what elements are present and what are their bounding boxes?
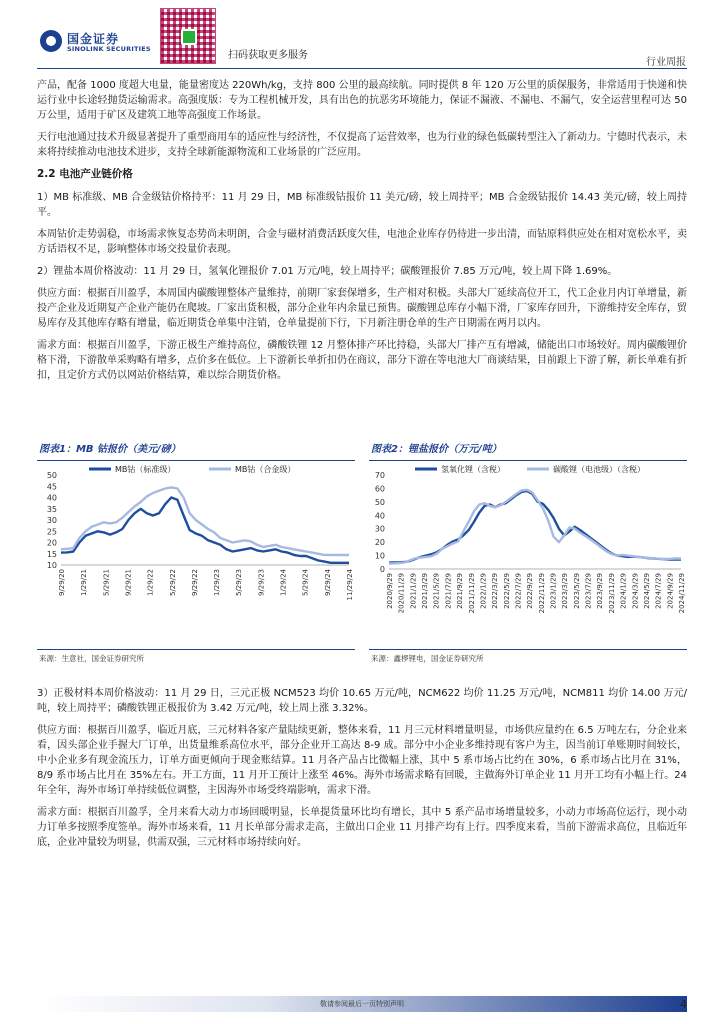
figure-source: 来源：生意社，国金证券研究所 <box>39 654 144 663</box>
x-tick-label: 2024/7/29 <box>654 573 663 609</box>
y-tick-label: 20 <box>46 538 57 548</box>
x-tick-label: 9/29/24 <box>323 569 332 596</box>
figure-row <box>37 442 687 664</box>
logo-text-en: SINOLINK SECURITIES <box>67 45 151 53</box>
y-tick-label: 60 <box>374 484 385 494</box>
x-tick-label: 2022/5/29 <box>502 573 511 609</box>
x-tick-label: 5/29/23 <box>235 569 244 596</box>
x-tick-label: 5/29/24 <box>301 569 310 596</box>
y-tick-label: 10 <box>374 551 385 561</box>
y-tick-label: 70 <box>374 471 385 480</box>
y-tick-label: 40 <box>374 511 385 521</box>
footer-disclaimer: 敬请参阅最后一页特别声明 <box>320 1000 404 1008</box>
body-text-top <box>37 78 687 390</box>
x-tick-label: 2023/3/29 <box>561 573 570 609</box>
x-tick-label: 2024/9/29 <box>666 573 675 609</box>
header-divider <box>37 68 687 69</box>
paragraph: 产品，配备 1000 度超大电量，能量密度达 220Wh/kg，支持 800 公里的最高续航。同时提供 8 年 120 万公里的质保服务，非常适用于快递和快运行业中长途轻抛货运输需求。高强度版：专为工程机械开发，具有出色的抗恶劣环境能力，保证不漏液、不漏电、不漏气，安全运营里程可达 50 万公里，适用于矿区及建筑工地等高强度工作场景。 <box>37 80 687 121</box>
x-tick-label: 2020/11/29 <box>397 573 406 614</box>
y-tick-label: 45 <box>46 482 57 492</box>
section-title: 2.2 电池产业链价格 <box>37 168 133 180</box>
x-tick-label: 2022/3/29 <box>491 573 500 609</box>
x-tick-label: 2022/11/29 <box>537 573 546 614</box>
x-tick-label: 2023/9/29 <box>596 573 605 609</box>
cobalt-price-chart <box>37 461 355 641</box>
legend-label: 碳酸锂（电池级）（含税） <box>553 465 645 474</box>
figure-cobalt <box>37 442 355 664</box>
x-tick-label: 2021/7/29 <box>444 573 453 609</box>
figure-source: 来源：鑫椤锂电，国金证券研究所 <box>371 654 484 663</box>
body-text-bottom <box>37 686 687 857</box>
y-tick-label: 10 <box>46 561 57 570</box>
legend-label: MB钴（合金级） <box>235 465 296 474</box>
x-tick-label: 2021/11/29 <box>467 573 476 614</box>
figure-lithium <box>369 442 687 664</box>
page-header <box>0 0 724 70</box>
logo-text-cn: 国金证券 <box>67 32 120 46</box>
x-tick-label: 2023/5/29 <box>572 573 581 609</box>
wechat-icon <box>181 29 197 45</box>
report-type-label: 行业周报 <box>646 57 686 68</box>
y-tick-label: 50 <box>374 497 385 507</box>
series-line <box>389 491 681 562</box>
x-tick-label: 2024/5/29 <box>642 573 651 609</box>
y-tick-label: 15 <box>46 549 57 559</box>
y-tick-label: 20 <box>374 538 385 548</box>
x-tick-label: 1/29/22 <box>146 569 155 596</box>
y-tick-label: 35 <box>46 504 57 514</box>
x-tick-label: 2024/11/29 <box>678 573 686 614</box>
paragraph: 1）MB 标准级、MB 合金级钴价格持平：11 月 29 日，MB 标准级钴报价 11 美元/磅，较上周持平；MB 合金级钴报价 14.43 美元/磅，较上周持平。 <box>37 192 687 218</box>
figure-title: 图表2：锂盐报价（万元/吨） <box>369 442 687 461</box>
x-tick-label: 9/29/20 <box>58 569 66 596</box>
qr-caption: 扫码获取更多服务 <box>228 50 308 61</box>
paragraph: 需求方面：根据百川盈孚，全月来看大动力市场回暖明显，长单提货量环比均有增长，其中 5 系产品市场增量较多，小动力市场高位运行，现小动力订单多按照季度签单。海外市场来看，11 月长单部分需求走高，主做出口企业 11 月排产均有上行。四季度来看，当前下游需求高位，且临近年底，企业冲量较为明显，供需双强，三元材料市场持续向好。 <box>37 807 687 848</box>
x-tick-label: 2021/3/29 <box>421 573 430 609</box>
x-tick-label: 5/29/22 <box>168 569 177 596</box>
x-tick-label: 2024/3/29 <box>631 573 640 609</box>
x-tick-label: 5/29/21 <box>102 569 111 596</box>
page-footer <box>0 996 724 1024</box>
x-tick-label: 9/29/21 <box>124 569 133 596</box>
series-line <box>61 487 349 555</box>
x-tick-label: 9/29/22 <box>190 569 199 596</box>
paragraph: 本周钴价走势弱稳，市场需求恢复态势尚未明朗，合金与磁材消费活跃度欠佳，电池企业库存仍待进一步出清，而钴原料供应处在相对宽松水平，卖方话语权不足，影响整体市场交投量价表现。 <box>37 229 687 255</box>
x-tick-label: 2023/7/29 <box>584 573 593 609</box>
x-tick-label: 2021/1/29 <box>409 573 418 609</box>
paragraph: 2）锂盐本周价格波动：11 月 29 日，氢氧化锂报价 7.01 万元/吨，较上周持平；碳酸锂报价 7.85 万元/吨，较上周下降 1.69%。 <box>37 266 618 277</box>
x-tick-label: 2022/9/29 <box>526 573 535 609</box>
x-tick-label: 2024/1/29 <box>619 573 628 609</box>
paragraph: 天行电池通过技术升级显著提升了重型商用车的适应性与经济性，不仅提高了运营效率，也为行业的绿色低碳转型注入了新动力。宁德时代表示，未来将持续推动电池技术进步，支持全球新能源物流和工业场景的广泛应用。 <box>37 132 687 158</box>
legend-label: 氢氧化锂（含税） <box>441 465 505 474</box>
series-line <box>61 498 349 563</box>
y-tick-label: 30 <box>374 524 385 534</box>
y-tick-label: 0 <box>379 565 385 574</box>
legend-label: MB钴（标准级） <box>115 465 176 474</box>
x-tick-label: 2021/5/29 <box>432 573 441 609</box>
figure-divider <box>37 649 355 650</box>
y-tick-label: 40 <box>46 493 57 503</box>
figure-title: 图表1：MB 钴报价（美元/磅） <box>37 442 355 461</box>
y-tick-label: 25 <box>46 527 57 537</box>
x-tick-label: 1/29/24 <box>279 569 288 596</box>
page-number: 4 <box>680 998 687 1011</box>
paragraph: 供应方面：根据百川盈孚，本周国内碳酸锂整体产量维持，前期厂家套保增多，生产相对积极。头部大厂延续高位开工，代工企业月内订单增量，新投产企业及近期复产企业产能仍在爬坡。厂家出货积极，部分企业年内余量已预售。碳酸锂总库存小幅下滑，厂家库存回升，下游维持安全库存，贸易库存及其他库存略有增量，临近期货仓单集中注销，仓单量提前下行，下月新注册仓单的生产日期需在两月以内。 <box>37 288 687 329</box>
figure-divider <box>369 649 687 650</box>
paragraph: 供应方面：根据百川盈孚，临近月底，三元材料各家产量陆续更新，整体来看，11 月三元材料增量明显，市场供应量约在 6.5 万吨左右，分企业来看，因头部企业手握大厂订单，出货量维系高位水平，部分企业开工高达 8-9 成。部分中小企业多维持现有客户为主，因当前订单账期时间较长，中小企业多有现金流压力，订单方面更倾向于现金账结算。11 月各产品占比微幅上涨，其中 5 系市场占比约在 30%，6 系市场占比月在 31%，8/9 系市场占比月在 35%左右。开工方面，11 月开工预计上涨至 46%。海外市场需求略有回暖，主做海外订单企业 11 月开工均有小幅上行。24 年全年，海外市场订单持续低位调整，主因海外市场受终端影响，需求下滑。 <box>37 725 687 796</box>
x-tick-label: 2022/7/29 <box>514 573 523 609</box>
paragraph: 3）正极材料本周价格波动：11 月 29 日，三元正极 NCM523 均价 10.65 万元/吨，NCM622 均价 11.25 万元/吨，NCM811 均价 14.00 万元/吨，较上周持平；磷酸铁锂正极报价为 3.42 万元/吨，较上周上涨 3.32%。 <box>37 688 687 714</box>
x-tick-label: 2023/1/29 <box>549 573 558 609</box>
lithium-price-chart <box>369 461 687 641</box>
y-tick-label: 30 <box>46 516 57 525</box>
y-tick-label: 50 <box>46 471 57 480</box>
x-tick-label: 11/29/24 <box>346 569 354 601</box>
x-tick-label: 2023/11/29 <box>607 573 616 614</box>
x-tick-label: 9/29/23 <box>257 569 266 596</box>
x-tick-label: 2021/9/29 <box>456 573 465 609</box>
logo-icon <box>40 30 62 52</box>
paragraph: 需求方面：根据百川盈孚，下游正极生产维持高位，磷酸铁锂 12 月整体排产环比持稳，头部大厂排产互有增减，储能出口市场较好。周内碳酸锂价格下滑，下游散单采购略有增多，点价多在低位。上下游新长单折扣仍在商议，部分下游在等电池大厂商谈结果，目前跟上下游了解，新长单难有折扣，且定价方式仍以网站价格结算，难以综合期货价格。 <box>37 340 687 381</box>
x-tick-label: 2020/9/29 <box>386 573 394 609</box>
x-tick-label: 2022/1/29 <box>479 573 488 609</box>
x-tick-label: 1/29/21 <box>80 569 89 596</box>
x-tick-label: 1/29/23 <box>213 569 222 596</box>
